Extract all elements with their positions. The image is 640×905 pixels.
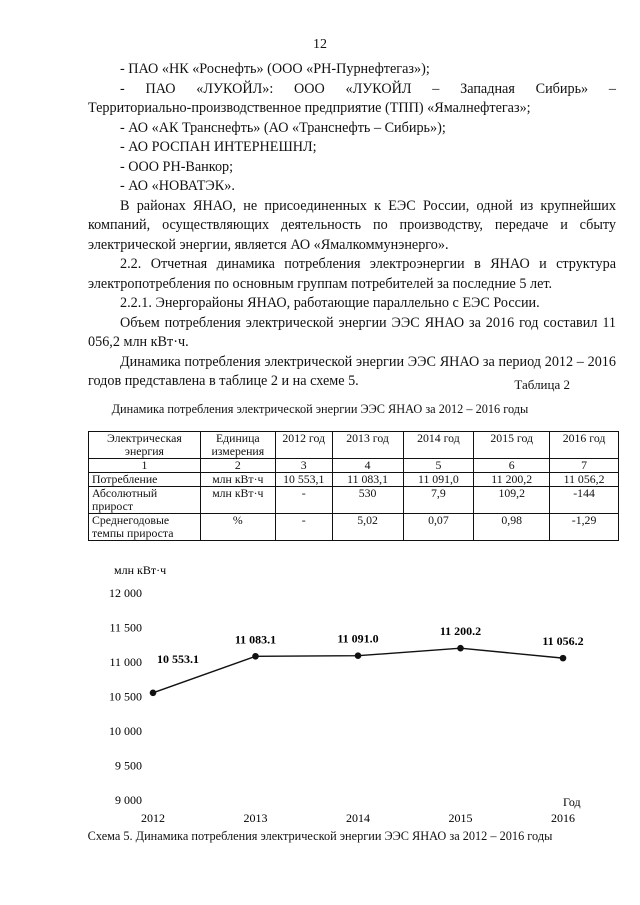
table-colnum-row — [89, 459, 619, 473]
table-cell: 530 — [332, 487, 403, 514]
table-cell: 0,98 — [474, 514, 550, 541]
data-label: 11 091.0 — [337, 631, 379, 646]
x-tick-label: 2015 — [448, 811, 473, 825]
consumption-line-chart — [0, 560, 640, 825]
colnum-cell: 4 — [332, 459, 403, 473]
bullet-rosneft: - ПАО «НК «Роснефть» (ООО «РН-Пурнефтегаз»); — [120, 61, 430, 77]
y-tick-label: 11 000 — [109, 655, 142, 669]
header-cell: Единица измерения — [200, 432, 275, 459]
y-tick-label: 10 500 — [109, 689, 142, 704]
data-point — [252, 653, 259, 660]
table-cell: 11 091,0 — [403, 473, 474, 487]
x-tick-label: 2012 — [141, 811, 165, 825]
bullet-transneft: - АО «АК Транснефть» (АО «Транснефть – Сибирь»); — [120, 119, 446, 136]
x-tick-label: 2013 — [243, 811, 268, 825]
paragraph-volume-2016: Объем потребления электрической энергии ЭЭС ЯНАО за 2016 год составил 11 056,2 млн кВт·ч. — [88, 314, 616, 350]
data-point — [560, 655, 567, 662]
table-row — [89, 514, 619, 541]
bullet-vankor: - ООО РН-Ванкор; — [120, 158, 234, 175]
table-caption: Динамика потребления электрической энергии ЭЭС ЯНАО за 2012 – 2016 годы — [111, 402, 529, 416]
paragraph-dynamics: Динамика потребления электрической энергии ЭЭС ЯНАО за период 2012 – 2016 годов представлена в таблице 2 и на схеме 5. — [88, 353, 616, 389]
table-cell: 11 056,2 — [550, 473, 619, 487]
chart-caption: Схема 5. Динамика потребления электрической энергии ЭЭС ЯНАО за 2012 – 2016 годы — [87, 829, 553, 843]
table-cell: Потребление — [89, 473, 201, 487]
data-label: 11 056.2 — [542, 634, 584, 649]
table-cell: 11 083,1 — [332, 473, 403, 487]
table-cell: Абсолютный прирост — [89, 487, 201, 514]
data-label: 11 083.1 — [234, 632, 277, 647]
header-cell: 2014 год — [403, 432, 474, 459]
table-cell: 7,9 — [403, 487, 474, 514]
colnum-cell: 5 — [403, 459, 474, 473]
x-tick-label: 2014 — [346, 811, 370, 825]
data-point — [355, 652, 362, 659]
table-cell: 11 200,2 — [474, 473, 550, 487]
paragraph-section-2-2-1: 2.2.1. Энергорайоны ЯНАО, работающие параллельно с ЕЭС России. — [120, 295, 540, 311]
y-tick-label: 9 500 — [115, 758, 142, 773]
y-tick-label: 9 000 — [115, 793, 142, 807]
page-number: 12 — [313, 37, 327, 52]
bullet-novatek: - АО «НОВАТЭК». — [120, 178, 235, 194]
bullet-rospan: - АО РОСПАН ИНТЕРНЕШНЛ; — [120, 139, 317, 155]
bullet-lukoil-cont: Территориально-производственное предприятие (ТПП) «Ямалнефтегаз»; — [88, 100, 531, 116]
y-tick-label: 10 000 — [109, 724, 142, 738]
y-tick-label: 11 500 — [109, 620, 142, 635]
table-cell: 10 553,1 — [275, 473, 332, 487]
table-cell: 109,2 — [474, 487, 550, 514]
colnum-cell: 6 — [474, 459, 550, 473]
table-cell: -1,29 — [550, 514, 619, 541]
body-text — [88, 60, 616, 392]
consumption-table — [88, 431, 619, 541]
table-header-row — [89, 432, 619, 459]
y-axis-label: млн кВт·ч — [114, 563, 167, 577]
table-cell: - — [275, 514, 332, 541]
bullet-lukoil: - ПАО «ЛУКОЙЛ»: ООО «ЛУКОЙЛ – Западная Сибирь» – — [120, 80, 616, 97]
table-row — [89, 473, 619, 487]
x-tick-label: 2016 — [551, 811, 575, 825]
table-cell: Среднегодовые темпы прироста — [89, 514, 201, 541]
data-point — [457, 645, 464, 652]
x-axis-label: Год — [563, 795, 581, 809]
colnum-cell: 7 — [550, 459, 619, 473]
table-cell: % — [200, 514, 275, 541]
table-cell: 5,02 — [332, 514, 403, 541]
data-point — [150, 690, 157, 697]
colnum-cell: 1 — [89, 459, 201, 473]
colnum-cell: 3 — [275, 459, 332, 473]
paragraph-section-2-2: 2.2. Отчетная динамика потребления электроэнергии в ЯНАО и структура электропотребления по основным группам потребителей за последние 5 лет. — [88, 256, 616, 292]
header-cell: Электрическая энергия — [89, 432, 201, 459]
header-cell: 2013 год — [332, 432, 403, 459]
header-cell: 2012 год — [275, 432, 332, 459]
colnum-cell: 2 — [200, 459, 275, 473]
table-row — [89, 487, 619, 514]
table-cell: - — [275, 487, 332, 514]
table-cell: млн кВт·ч — [200, 487, 275, 514]
data-label: 11 200.2 — [439, 624, 482, 639]
table-cell: -144 — [550, 487, 619, 514]
header-cell: 2015 год — [474, 432, 550, 459]
header-cell: 2016 год — [550, 432, 619, 459]
y-tick-label: 12 000 — [109, 586, 142, 600]
table-number: Таблица 2 — [514, 377, 570, 392]
data-label: 10 553.1 — [157, 651, 199, 666]
paragraph-yamalkommunenergo: В районах ЯНАО, не присоединенных к ЕЭС России, одной из крупнейших компаний, осуществляющих деятельность по производству, передаче и сбыту электрической энергии, является АО «Ямалкоммунэнерго». — [88, 197, 616, 253]
table-cell: 0,07 — [403, 514, 474, 541]
table-cell: млн кВт·ч — [200, 473, 275, 487]
